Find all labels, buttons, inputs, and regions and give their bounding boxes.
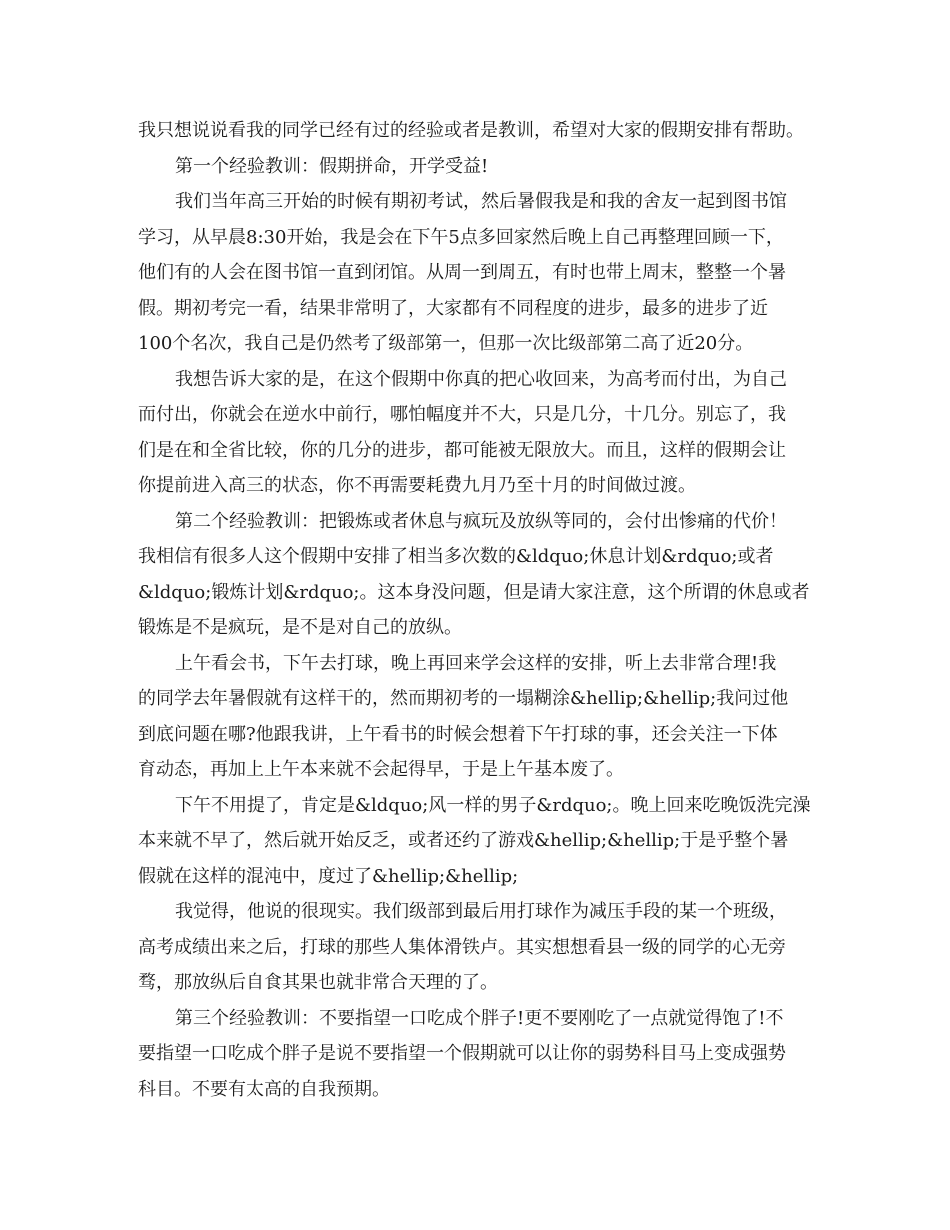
text-line: 骛，那放纵后自食其果也就非常合天理的了。	[138, 972, 498, 993]
text-line: 要指望一口吃成个胖子是说不要指望一个假期就可以让你的弱势科目马上变成强势	[138, 1043, 786, 1064]
paragraph-afternoon	[138, 788, 818, 895]
text-line: 100个名次，我自己是仍然考了级部第一，但那一次比级部第二高了近20分。	[138, 333, 754, 354]
text-line: 我相信有很多人这个假期中安排了相当多次数的&ldquo;休息计划&rdquo;或者	[138, 546, 774, 567]
paragraph-intro	[138, 113, 818, 149]
text-line: 上午看会书，下午去打球，晚上再回来学会这样的安排，听上去非常合理!我	[175, 652, 777, 674]
text-line: 而付出，你就会在逆水中前行，哪怕幅度并不大，只是几分，十几分。别忘了，我	[138, 404, 786, 425]
text-line: 学习，从早晨8:30开始，我是会在下午5点多回家然后晚上自己再整理回顾一下，	[138, 226, 784, 248]
text-line: 育动态，再加上上午本来就不会起得早，于是上午基本废了。	[138, 759, 624, 780]
text-line: 高考成绩出来之后，打球的那些人集体滑铁卢。其实想想看县一级的同学的心无旁	[138, 936, 786, 958]
text-line: 锻炼是不是疯玩，是不是对自己的放纵。	[138, 617, 462, 638]
text-line: 我想告诉大家的是，在这个假期中你真的把心收回来，为高考而付出，为自己	[175, 368, 787, 390]
paragraph-advice	[138, 362, 818, 504]
paragraph-lesson-one-heading	[138, 149, 818, 185]
paragraph-example-schedule	[138, 646, 818, 788]
text-line: 我觉得，他说的很现实。我们级部到最后用打球作为减压手段的某一个班级，	[175, 901, 787, 922]
text-line: 们是在和全省比较，你的几分的进步，都可能被无限放大。而且，这样的假期会让	[138, 439, 786, 461]
text-line: 本来就不早了，然后就开始反乏，或者还约了游戏&hellip;&hellip;于是乎整个暑	[138, 830, 789, 851]
text-line: 我只想说说看我的同学已经有过的经验或者是教训，希望对大家的假期安排有帮助。	[138, 120, 804, 141]
text-line: &ldquo;锻炼计划&rdquo;。这本身没问题，但是请大家注意，这个所谓的休息或者	[138, 581, 810, 603]
paragraph-lesson-three	[138, 1001, 818, 1108]
text-line: 我们当年高三开始的时候有期初考试，然后暑假我是和我的舍友一起到图书馆	[175, 191, 787, 212]
text-line: 到底问题在哪?他跟我讲，上午看书的时候会想着下午打球的事，还会关注一下体	[138, 723, 778, 745]
text-line: 的同学去年暑假就有这样干的，然而期初考的一塌糊涂&hellip;&hellip;我问过他	[138, 688, 789, 709]
text-line: 假就在这样的混沌中，度过了&hellip;&hellip;	[138, 865, 519, 887]
text-line: 他们有的人会在图书馆一直到闭馆。从周一到周五，有时也带上周末，整整一个暑	[138, 262, 786, 283]
text-line: 假。期初考完一看，结果非常明了，大家都有不同程度的进步，最多的进步了近	[138, 297, 768, 319]
text-line: 第二个经验教训：把锻炼或者休息与疯玩及放纵等同的，会付出惨痛的代价！	[175, 510, 787, 532]
paragraph-reflection	[138, 894, 818, 1001]
text-line: 第三个经验教训：不要指望一口吃成个胖子!更不要刚吃了一点就觉得饱了!不	[175, 1007, 784, 1029]
text-line: 下午不用提了，肯定是&ldquo;风一样的男子&rdquo;。晚上回来吃晚饭洗完澡	[175, 794, 811, 816]
text-line: 第一个经验教训：假期拼命，开学受益!	[175, 155, 489, 177]
document-body	[138, 113, 818, 1107]
paragraph-lesson-two	[138, 504, 818, 646]
text-line: 科目。不要有太高的自我预期。	[138, 1078, 390, 1100]
text-line: 你提前进入高三的状态，你不再需要耗费九月乃至十月的时间做过渡。	[138, 475, 696, 496]
paragraph-library-study	[138, 184, 818, 362]
